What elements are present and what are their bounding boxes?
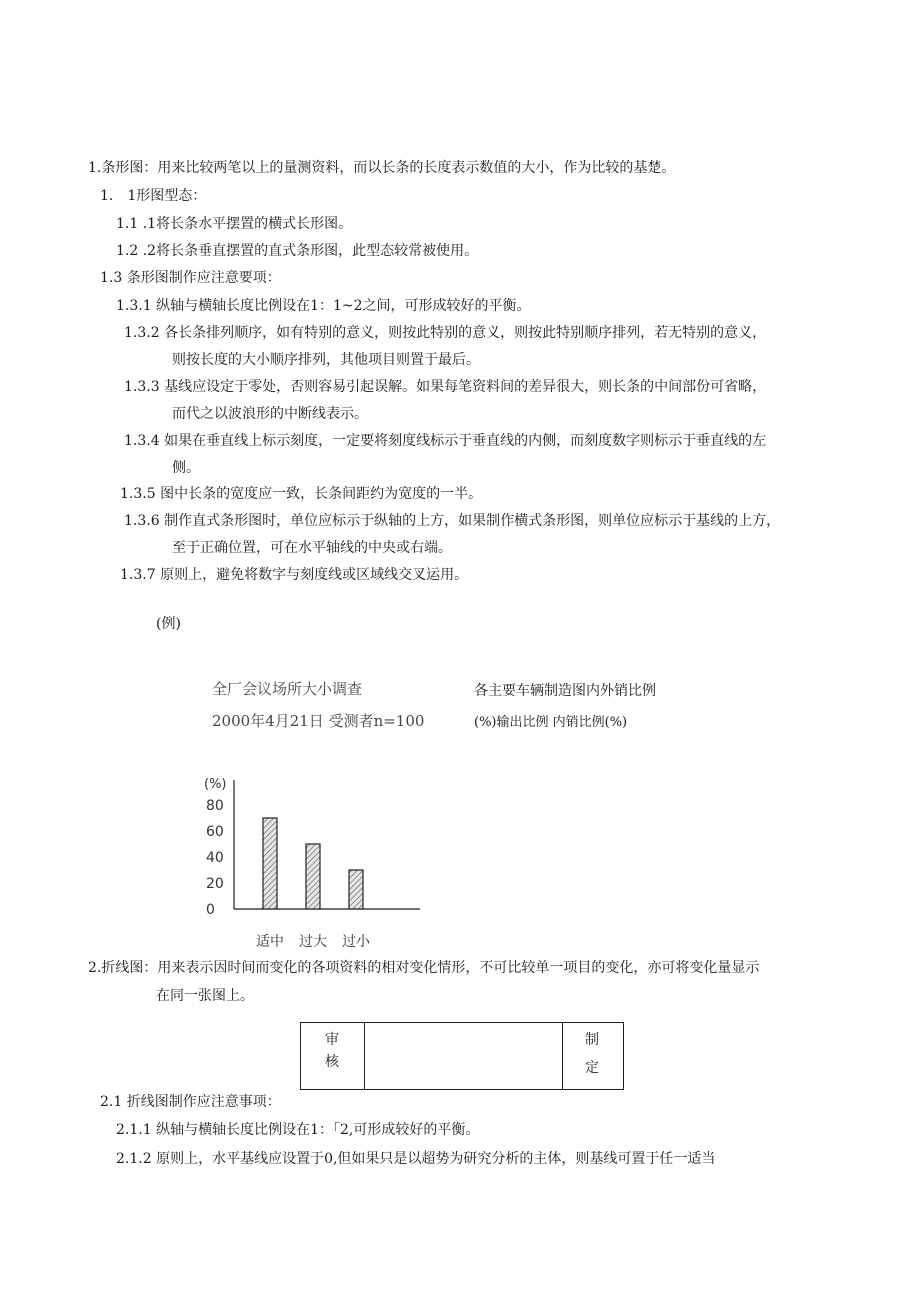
bar-chart [190, 760, 430, 960]
x-category-label: 适中 [256, 934, 284, 950]
bar-1 [263, 818, 277, 909]
section-1-1: 1． 1形图型态： [100, 188, 207, 204]
section-1-title: 1.条形图：用来比较两笔以上的量测资料，而以长条的长度表示数值的大小，作为比较的基楚。 [88, 160, 676, 176]
review-cell [301, 1023, 365, 1089]
section-1-3-4b: 侧。 [172, 460, 200, 476]
y-tick-label: 0 [206, 902, 215, 918]
section-1-3-4a: 1.3.4 如果在垂直线上标示刻度，一定要将刻度线标示于垂直线的内侧，而刻度数字则标示于垂直线的左 [124, 433, 767, 449]
section-1-3-5: 1.3.5 图中长条的宽度应一致，长条间距约为宽度的一半。 [120, 486, 483, 502]
y-axis-unit-label: (%) [204, 777, 227, 792]
section-1-3-7: 1.3.7 原则上，避免将数字与刻度线或区域线交叉运用。 [120, 567, 469, 583]
section-1-3: 1.3 条形图制作应注意要项： [100, 270, 281, 286]
section-2-title-a: 2.折线图：用来表示因时间而变化的各项资料的相对变化情形，不可比较单一项目的变化，亦可将变化量显示 [88, 960, 760, 976]
y-tick-label: 80 [206, 798, 224, 814]
made-char-2: 定 [585, 1060, 599, 1076]
section-1-3-6a: 1.3.6 制作直式条形图时，单位应标示于纵轴的上方，如果制作横式条形图，则单位应标示于基线的上方， [124, 513, 781, 529]
review-char-2: 核 [325, 1054, 339, 1070]
chart-title: 全厂会议场所大小调查 [212, 680, 363, 698]
y-tick-label: 40 [206, 850, 224, 866]
x-category-label: 过小 [342, 934, 370, 950]
section-2-1: 2.1 折线图制作应注意事项： [100, 1094, 281, 1110]
y-tick-label: 60 [206, 824, 224, 840]
x-category-label: 过大 [299, 934, 327, 950]
section-2-1-1: 2.1.1 纵轴与横轴长度比例设在1：「2,可形成较好的平衡。 [116, 1122, 480, 1138]
review-char-1: 审 [325, 1032, 339, 1048]
bar-3 [349, 870, 363, 909]
section-1-3-2b: 则按长度的大小顺序排列，其他项目则置于最后。 [172, 352, 480, 368]
made-cell [562, 1023, 623, 1089]
y-tick-label: 20 [206, 876, 224, 892]
section-2-1-2: 2.1.2 原则上，水平基线应设置于0,但如果只是以超势为研究分析的主体，则基线可置于任一适当 [116, 1151, 716, 1167]
section-1-3-2a: 1.3.2 各长条排列顺序，如有特别的意义，则按此特别的意义，则按此特别顺序排列，若无特别的意义， [124, 325, 767, 341]
section-2-title-b: 在同一张图上。 [156, 988, 254, 1004]
approval-table [300, 1022, 624, 1090]
section-1-3-3a: 1.3.3 基线应设定于零处，否则容易引起误解。如果每笔资料间的差异很大，则长条的中间部份可省略， [124, 379, 767, 395]
section-1-3-6b: 至于正确位置，可在水平轴线的中央或右端。 [172, 540, 452, 556]
right-chart-title: 各主要车辆制造图内外销比例 [474, 683, 656, 699]
section-1-1-1: 1.1 .1将长条水平摆置的横式长形图。 [116, 216, 353, 232]
section-1-3-3b: 而代之以波浪形的中断线表示。 [172, 406, 368, 422]
right-chart-subtitle: (%)输出比例 内销比例(%) [474, 715, 628, 730]
section-1-1-2: 1.2 .2将长条垂直摆置的直式条形图，此型态较常被使用。 [116, 243, 479, 259]
example-label: (例) [156, 616, 181, 632]
chart-subtitle: 2000年4月21日 受测者n=100 [212, 712, 425, 730]
made-char-1: 制 [585, 1032, 599, 1048]
section-1-3-1: 1.3.1 纵轴与横轴长度比例设在1：1~2之间，可形成较好的平衡。 [116, 298, 531, 314]
bar-2 [306, 844, 320, 909]
